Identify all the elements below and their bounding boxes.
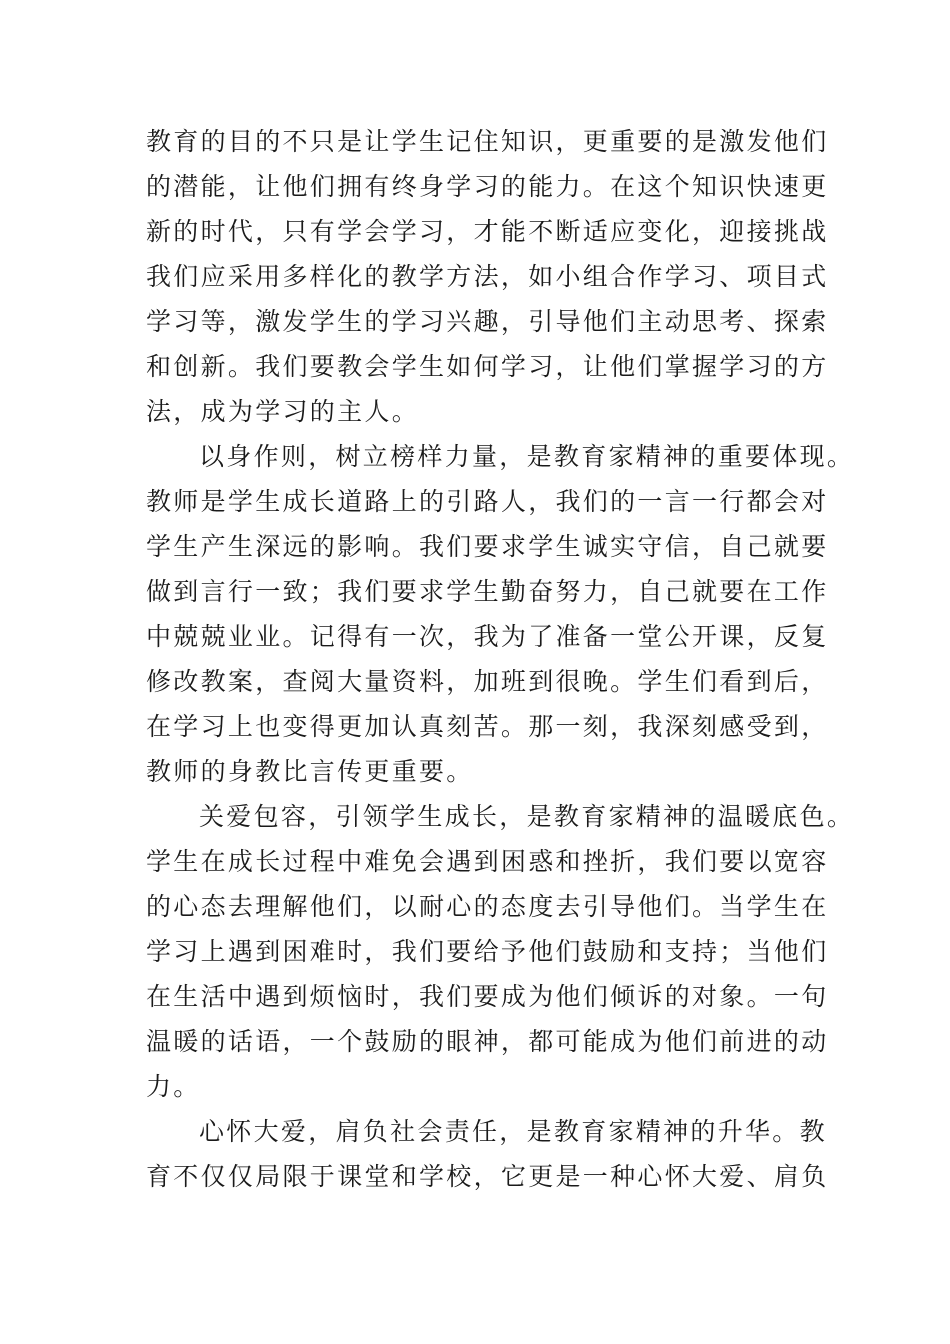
text-line: 在学习上也变得更加认真刻苦。那一刻，我深刻感受到， (146, 712, 829, 741)
text-line: 学习等，激发学生的学习兴趣，引导他们主动思考、探索 (146, 307, 829, 336)
text-line: 修改教案，查阅大量资料，加班到很晚。学生们看到后， (146, 667, 829, 696)
text-line: 学习上遇到困难时，我们要给予他们鼓励和支持；当他们 (146, 937, 829, 966)
body-text (146, 119, 855, 1199)
text-line: 力。 (146, 1072, 201, 1101)
text-line: 学生产生深远的影响。我们要求学生诚实守信，自己就要 (146, 532, 829, 561)
text-line: 学生在成长过程中难免会遇到困惑和挫折，我们要以宽容 (146, 847, 829, 876)
text-line: 的心态去理解他们，以耐心的态度去引导他们。当学生在 (146, 892, 829, 921)
text-line: 和创新。我们要教会学生如何学习，让他们掌握学习的方 (146, 352, 829, 381)
text-line: 教师的身教比言传更重要。 (146, 757, 474, 786)
text-line: 在生活中遇到烦恼时，我们要成为他们倾诉的对象。一句 (146, 982, 829, 1011)
text-line: 中兢兢业业。记得有一次，我为了准备一堂公开课，反复 (146, 622, 829, 651)
paragraph-first-line: 关爱包容，引领学生成长，是教育家精神的温暖底色。 (199, 802, 855, 831)
paragraph-first-line: 心怀大爱，肩负社会责任，是教育家精神的升华。教 (199, 1117, 827, 1146)
text-line: 我们应采用多样化的教学方法，如小组合作学习、项目式 (146, 262, 829, 291)
text-line: 新的时代，只有学会学习，才能不断适应变化，迎接挑战 (146, 217, 829, 246)
text-line: 温暖的话语，一个鼓励的眼神，都可能成为他们前进的动 (146, 1027, 829, 1056)
text-line: 的潜能，让他们拥有终身学习的能力。在这个知识快速更 (146, 172, 829, 201)
text-line: 做到言行一致；我们要求学生勤奋努力，自己就要在工作 (146, 577, 829, 606)
text-line: 教育的目的不只是让学生记住知识，更重要的是激发他们 (146, 127, 829, 156)
text-line: 法，成为学习的主人。 (146, 397, 420, 426)
paragraph-first-line: 以身作则，树立榜样力量，是教育家精神的重要体现。 (199, 442, 855, 471)
text-line: 育不仅仅局限于课堂和学校，它更是一种心怀大爱、肩负 (146, 1162, 829, 1191)
text-line: 教师是学生成长道路上的引路人，我们的一言一行都会对 (146, 487, 829, 516)
